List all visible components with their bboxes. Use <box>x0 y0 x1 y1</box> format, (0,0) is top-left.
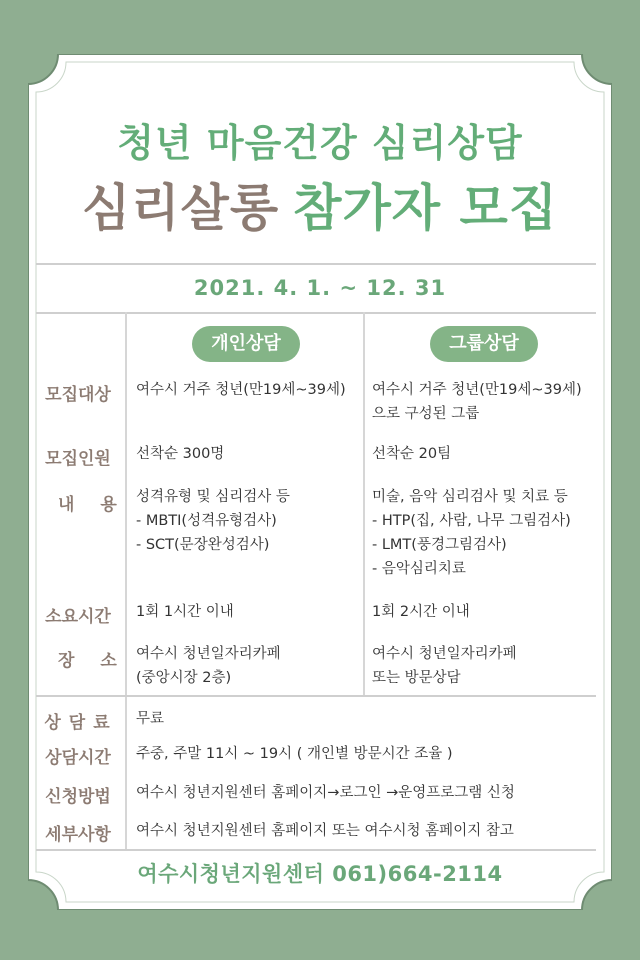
group-content <box>372 485 571 581</box>
title-salon: 심리살롱 <box>81 179 280 237</box>
cell-line: - MBTI(성격유형검사) <box>136 513 277 529</box>
detail-label-more: 세부사항 <box>45 825 111 845</box>
detail-value-apply: 여수시 청년지원센터 홈페이지→로그인 →운영프로그램 신청 <box>136 785 515 801</box>
detail-value-fee: 무료 <box>136 711 165 727</box>
individual-target <box>136 378 346 402</box>
detail-label-fee: 상담료 <box>44 713 118 733</box>
divider-bottom <box>36 849 596 851</box>
row-label-headcount: 모집인원 <box>45 449 111 469</box>
individual-duration <box>136 600 234 624</box>
group-headcount <box>372 442 451 466</box>
title-line-2 <box>0 168 640 240</box>
individual-place <box>136 642 281 690</box>
cell-line: (중앙시장 2층) <box>136 670 232 686</box>
cell-line: 선착순 20팀 <box>372 446 452 462</box>
group-target <box>372 378 582 426</box>
center-column-divider <box>363 312 365 695</box>
detail-value-more: 여수시 청년지원센터 홈페이지 또는 여수시청 홈페이지 참고 <box>136 823 514 839</box>
individual-counseling-badge: 개인상담 <box>192 326 300 362</box>
cell-line: 성격유형 및 심리검사 등 <box>136 489 290 505</box>
cell-line: 선착순 300명 <box>136 446 225 462</box>
row-label-content: 내용 <box>58 495 143 515</box>
cell-line: 여수시 거주 청년(만19세~39세) <box>372 382 582 398</box>
individual-headcount <box>136 442 224 466</box>
contact-footer: 여수시청년지원센터 061)664-2114 <box>137 862 503 886</box>
detail-label-hours: 상담시간 <box>45 748 111 768</box>
cell-line: - LMT(풍경그림검사) <box>372 537 507 553</box>
row-label-place: 장소 <box>58 651 143 671</box>
title-recruit: 참가자 모집 <box>293 179 559 237</box>
detail-value-hours: 주중, 주말 11시 ~ 19시 ( 개인별 방문시간 조율 ) <box>136 746 453 762</box>
cell-line: 으로 구성된 그룹 <box>372 406 480 422</box>
group-duration <box>372 600 470 624</box>
cell-line: 1회 2시간 이내 <box>372 604 470 620</box>
cell-line: 여수시 청년일자리카페 <box>136 646 281 662</box>
row-label-target: 모집대상 <box>45 385 111 405</box>
group-counseling-badge: 그룹상담 <box>430 326 538 362</box>
cell-line: - HTP(집, 사람, 나무 그림검사) <box>372 513 571 529</box>
label-column-divider <box>125 312 127 849</box>
cell-line: 여수시 청년일자리카페 <box>372 646 517 662</box>
cell-line: - 음악심리치료 <box>372 561 466 577</box>
individual-content <box>136 485 290 557</box>
cell-line: 미술, 음악 심리검사 및 치료 등 <box>372 489 568 505</box>
divider-top <box>36 263 596 265</box>
group-place <box>372 642 517 690</box>
divider-details <box>36 695 596 697</box>
detail-label-apply: 신청방법 <box>45 787 111 807</box>
period-date: 2021. 4. 1. ~ 12. 31 <box>193 276 447 300</box>
cell-line: 또는 방문상담 <box>372 670 461 686</box>
row-label-duration: 소요시간 <box>45 607 111 627</box>
title-line-1: 청년 마음건강 심리상담 <box>117 121 523 165</box>
cell-line: - SCT(문장완성검사) <box>136 537 270 553</box>
cell-line: 1회 1시간 이내 <box>136 604 234 620</box>
divider-under-date <box>36 312 596 314</box>
cell-line: 여수시 거주 청년(만19세~39세) <box>136 382 346 398</box>
